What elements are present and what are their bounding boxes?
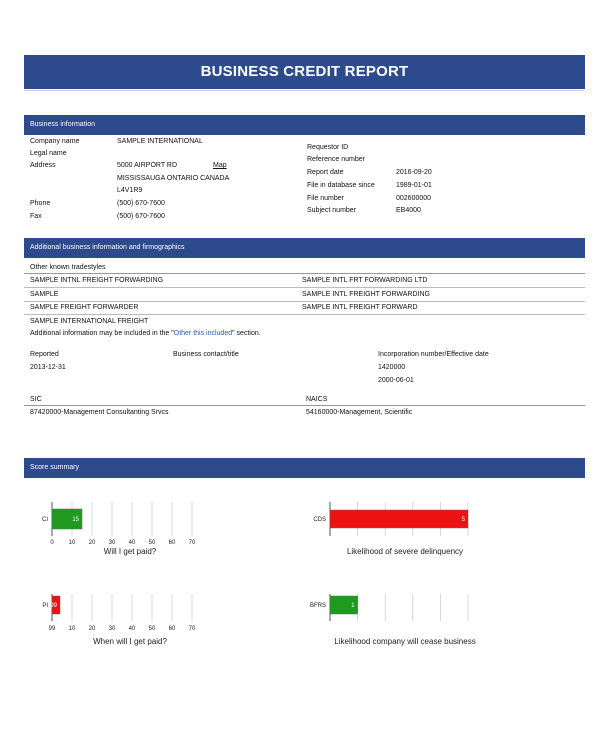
cds-chart: [305, 502, 505, 567]
pi-chart-caption: When will I get paid?: [93, 637, 167, 646]
x-tick-label: 40: [128, 540, 136, 546]
category-label: PI: [42, 603, 48, 609]
note-suffix: " section.: [232, 330, 261, 337]
bfrs-chart-svg: [305, 594, 505, 639]
business-info-header: Business information: [24, 115, 585, 135]
ci-chart-caption: Will I get paid?: [103, 547, 157, 556]
additional-info-header: Additional business information and firmographics: [24, 238, 585, 258]
other-info-link[interactable]: Other this included: [173, 330, 233, 337]
tradestyle-row-divider: [24, 301, 585, 302]
sic-divider: [24, 405, 585, 406]
address-line-1: 5000 AIRPORT RD: [117, 162, 178, 169]
reported-label: Reported: [30, 351, 59, 358]
fax-value: (500) 670-7600: [117, 213, 165, 220]
company-name-label: Company name: [30, 138, 80, 145]
bar-value-label: 99: [50, 603, 57, 609]
x-tick-label: 99: [48, 626, 56, 632]
incorporation-number: 1420000: [378, 364, 406, 371]
category-label: CDS: [313, 517, 326, 523]
file-number-label: File number: [307, 195, 344, 202]
x-tick-label: 60: [168, 626, 176, 632]
tradestyle-row-divider: [24, 287, 585, 288]
naics-value: 54160000-Management, Scientific: [306, 409, 413, 416]
bfrs-chart: [305, 594, 505, 659]
file-since-label: File in database since: [307, 182, 375, 189]
incorporation-date: 2000-06-01: [378, 377, 414, 384]
tradestyle-row2-right: SAMPLE INTL FREIGHT FORWARDING: [302, 291, 430, 298]
bar-value-label: 5: [461, 517, 465, 523]
address-line-2: MISSISSAUGA ONTARIO CANADA: [117, 175, 230, 182]
bar-value-label: 1: [351, 603, 355, 609]
category-label: CI: [42, 517, 48, 523]
report-title: BUSINESS CREDIT REPORT: [24, 55, 585, 89]
subject-number-value: EB4000: [396, 207, 421, 214]
naics-label: NAICS: [306, 396, 328, 403]
ci-chart-svg: [30, 502, 230, 547]
sic-label: SIC: [30, 396, 42, 403]
x-tick-label: 60: [168, 540, 176, 546]
company-name-value: SAMPLE INTERNATIONAL: [117, 138, 203, 145]
tradestyle-row4-left: SAMPLE INTERNATIONAL FREIGHT: [30, 318, 149, 325]
x-tick-label: 20: [88, 626, 96, 632]
x-tick-label: 70: [188, 540, 196, 546]
subject-number-label: Subject number: [307, 207, 357, 214]
sic-value: 87420000-Management Consultanting Srvcs: [30, 409, 169, 416]
bar-value-label: 15: [72, 517, 79, 523]
score-summary-header: Score summary: [24, 458, 585, 478]
bar: [330, 510, 468, 528]
title-divider: [24, 90, 585, 91]
x-tick-label: 50: [148, 626, 156, 632]
map-link[interactable]: Map: [213, 162, 227, 169]
x-tick-label: 50: [148, 540, 156, 546]
cds-chart-caption: Likelihood of severe delinquency: [346, 547, 464, 556]
fax-label: Fax: [30, 213, 42, 220]
x-tick-label: 0: [50, 540, 54, 546]
cds-chart-svg: [305, 502, 505, 547]
x-tick-label: 30: [108, 540, 116, 546]
file-number-value: 002600000: [396, 195, 432, 202]
tradestyle-row-divider: [24, 314, 585, 315]
x-tick-label: 30: [108, 626, 116, 632]
tradestyle-row1-right: SAMPLE INTL FRT FORWARDING LTD: [302, 277, 428, 284]
ci-chart: [30, 502, 230, 567]
tradestyle-row3-left: SAMPLE FREIGHT FORWARDER: [30, 304, 139, 311]
bfrs-chart-caption: Likelihood company will cease business: [334, 637, 476, 646]
category-label: BFRS: [309, 603, 326, 609]
reference-number-label: Reference number: [307, 156, 365, 163]
x-tick-label: 40: [128, 626, 136, 632]
file-since-value: 1989-01-01: [396, 182, 432, 189]
tradestyle-row2-left: SAMPLE: [30, 291, 59, 298]
business-contact-label: Business contact/title: [173, 351, 239, 358]
phone-label: Phone: [30, 200, 51, 207]
tradestyles-divider: [24, 273, 585, 274]
pi-chart: [30, 594, 230, 659]
x-tick-label: 10: [68, 540, 76, 546]
pi-chart-svg: [30, 594, 230, 639]
address-line-3: L4V1R9: [117, 187, 143, 194]
x-tick-label: 20: [88, 540, 96, 546]
requestor-id-label: Requestor ID: [307, 144, 349, 151]
tradestyle-row1-left: SAMPLE INTNL FREIGHT FORWARDING: [30, 277, 164, 284]
x-tick-label: 70: [188, 626, 196, 632]
reported-value: 2013-12-31: [30, 364, 66, 371]
note-prefix: Additional information may be included in the ": [30, 330, 174, 337]
report-date-value: 2016-09-20: [396, 169, 432, 176]
incorporation-label: Incorporation number/Effective date: [378, 351, 489, 358]
x-tick-label: 10: [68, 626, 76, 632]
tradestyles-label: Other known tradestyles: [30, 264, 106, 271]
tradestyle-row3-right: SAMPLE INTL FREIGHT FORWARD: [302, 304, 418, 311]
phone-value: (500) 670-7600: [117, 200, 165, 207]
report-date-label: Report date: [307, 169, 344, 176]
legal-name-label: Legal name: [30, 150, 67, 157]
additional-note: [30, 330, 261, 337]
address-label: Address: [30, 162, 56, 169]
